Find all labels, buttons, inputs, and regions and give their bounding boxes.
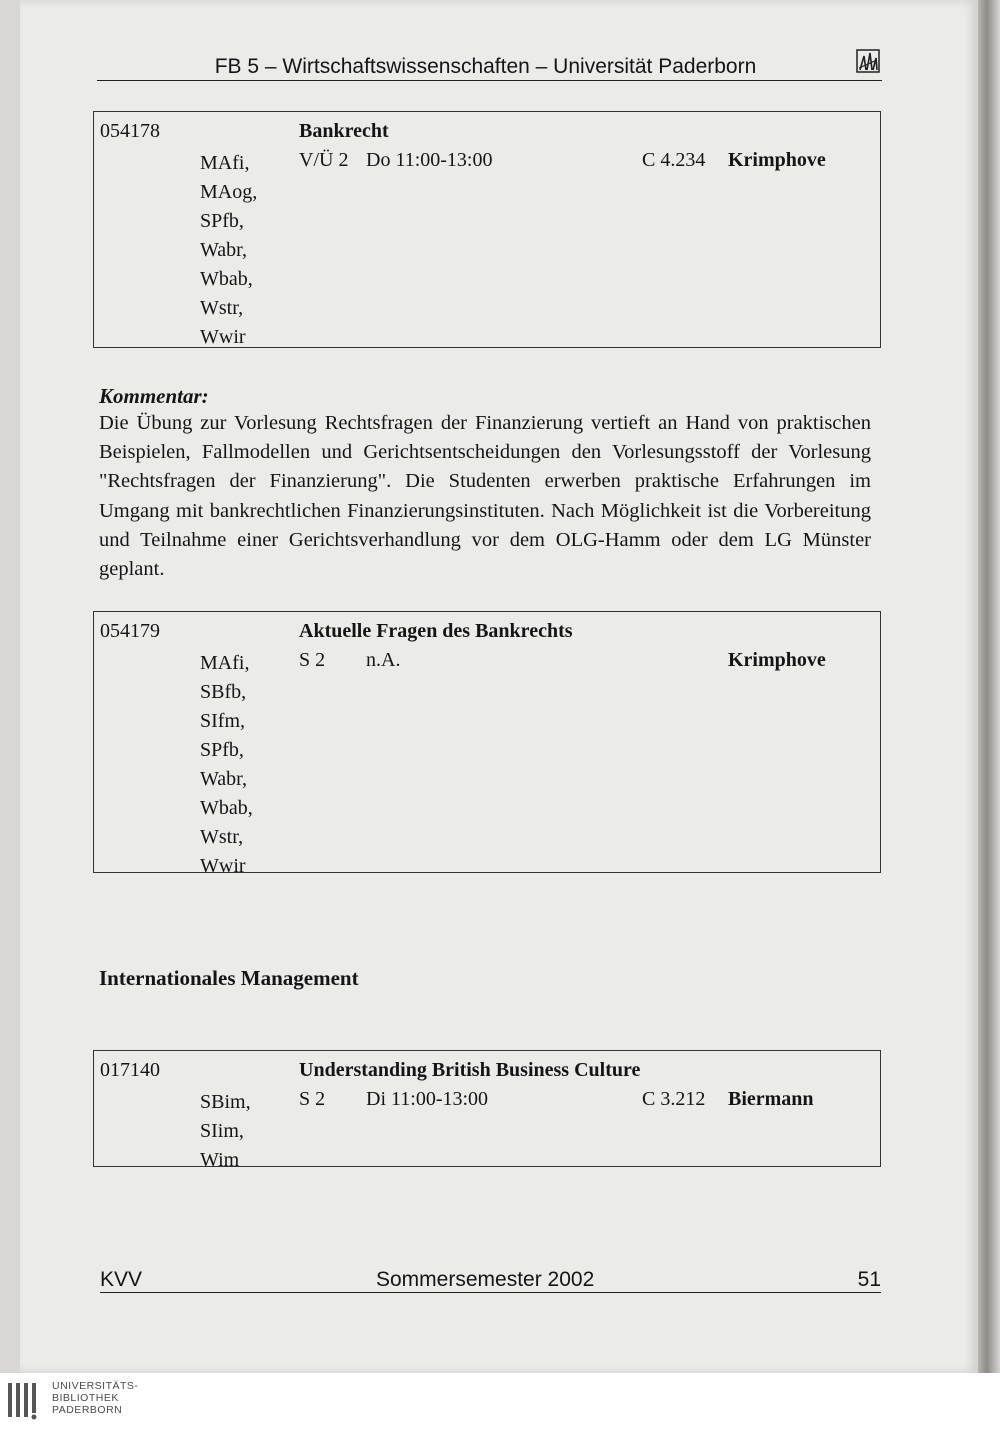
program-code: Wabr, bbox=[200, 768, 248, 790]
program-code: MAog, bbox=[200, 181, 258, 203]
course-entry bbox=[93, 111, 881, 348]
course-time: n.A. bbox=[366, 649, 401, 671]
header-title: FB 5 – Wirtschaftswissenschaften – Universität Paderborn bbox=[214, 55, 757, 78]
course-title: Aktuelle Fragen des Bankrechts bbox=[299, 620, 573, 642]
course-time: Di 11:00-13:00 bbox=[366, 1088, 489, 1110]
program-list bbox=[200, 649, 253, 881]
course-type: S 2 bbox=[299, 649, 326, 671]
library-logo-icon bbox=[6, 1381, 42, 1421]
course-type: S 2 bbox=[299, 1088, 326, 1110]
program-code: Wbab, bbox=[200, 797, 253, 819]
section-heading: Internationales Management bbox=[99, 966, 359, 990]
course-lecturer: Krimphove bbox=[728, 649, 826, 671]
program-code: SIim, bbox=[200, 1120, 244, 1142]
library-name-line: PADERBORN bbox=[52, 1404, 123, 1416]
program-code: Wstr, bbox=[200, 826, 244, 848]
page-number: 51 bbox=[857, 1268, 881, 1291]
program-list bbox=[200, 1088, 251, 1175]
library-name bbox=[52, 1380, 138, 1416]
comment-heading: Kommentar: bbox=[99, 384, 209, 408]
course-number: 017140 bbox=[100, 1059, 160, 1081]
program-code: SBim, bbox=[200, 1091, 251, 1113]
program-code: MAfi, bbox=[200, 652, 250, 674]
comment-text: Die Übung zur Vorlesung Rechtsfragen der Finanzierung vertieft an Hand von praktischen Beispielen, Fallmodellen und Gerichtsentscheidungen den Vorlesungsstoff der Vorlesung "Rechtsfragen der Finanzierung". Die Studenten erwerben praktische Erfahrungen im Umgang mit bankrechtlichen Finanzierungsinstituten. Nach Möglichkeit ist die Vorbereitung und Teilnahme einer Gerichtsverhandlung vor dem OLG-Hamm oder dem LG Münster geplant. bbox=[99, 412, 871, 581]
footer-label: KVV bbox=[100, 1268, 143, 1291]
course-title: Understanding British Business Culture bbox=[299, 1059, 641, 1081]
course-lecturer: Krimphove bbox=[728, 149, 826, 171]
program-code: Wim bbox=[200, 1149, 240, 1171]
program-code: SBfb, bbox=[200, 681, 247, 703]
course-lecturer: Biermann bbox=[728, 1088, 814, 1110]
footer-semester: Sommersemester 2002 bbox=[376, 1268, 595, 1291]
program-code: Wwir bbox=[200, 855, 246, 877]
program-code: Wstr, bbox=[200, 297, 244, 319]
course-time: Do 11:00-13:00 bbox=[366, 149, 493, 171]
course-room: C 3.212 bbox=[642, 1088, 706, 1110]
library-banner bbox=[0, 1373, 1000, 1429]
program-code: SPfb, bbox=[200, 739, 244, 761]
program-code: Wbab, bbox=[200, 268, 253, 290]
library-name-line: BIBLIOTHEK bbox=[52, 1392, 119, 1404]
course-entry bbox=[93, 611, 881, 877]
library-name-line: UNIVERSITÄTS- bbox=[52, 1380, 139, 1392]
program-code: Wwir bbox=[200, 326, 246, 348]
page-edge bbox=[978, 0, 1000, 1373]
program-code: SPfb, bbox=[200, 210, 244, 232]
program-code: SIfm, bbox=[200, 710, 245, 732]
book-gutter bbox=[0, 0, 20, 1373]
course-title: Bankrecht bbox=[299, 120, 389, 142]
page-header bbox=[97, 54, 882, 81]
university-logo-icon bbox=[856, 48, 880, 74]
page-footer bbox=[100, 1268, 881, 1293]
course-type: V/Ü 2 bbox=[299, 149, 349, 171]
course-room: C 4.234 bbox=[642, 149, 706, 171]
course-entry bbox=[93, 1050, 881, 1171]
course-number: 054179 bbox=[100, 620, 160, 642]
course-number: 054178 bbox=[100, 120, 160, 142]
program-list bbox=[200, 149, 257, 352]
program-code: Wabr, bbox=[200, 239, 248, 261]
program-code: MAfi, bbox=[200, 152, 250, 174]
